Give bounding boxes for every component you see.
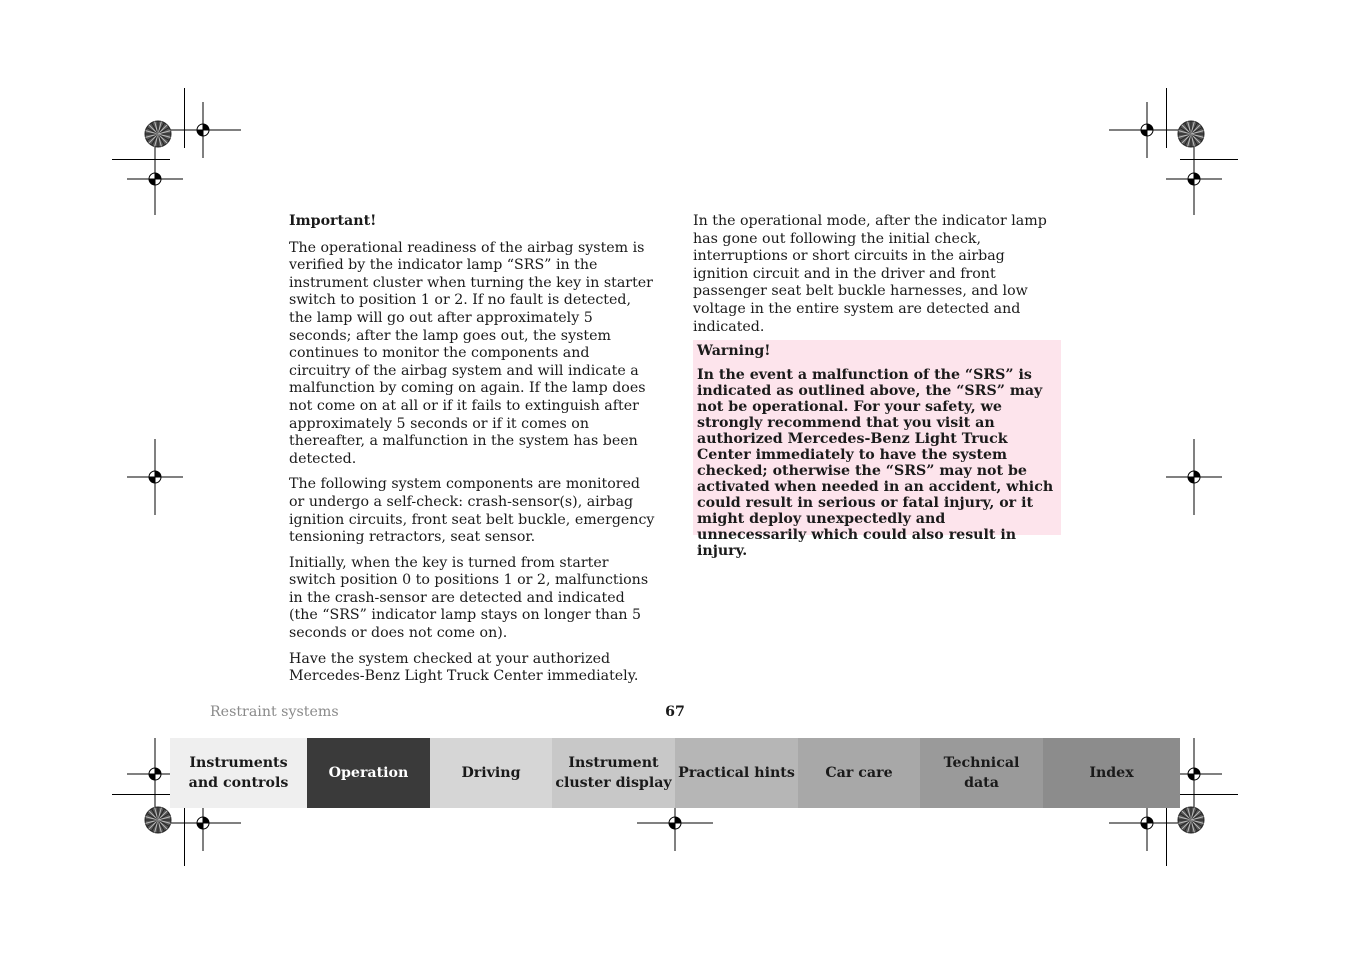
warning-title: Warning! — [697, 343, 771, 359]
registration-starburst-icon — [144, 120, 172, 148]
tab-car-care[interactable]: Car care — [798, 738, 920, 808]
paragraph-have-checked: Have the system checked at your authorized Mercedes-Benz Light Truck Center immediately. — [289, 650, 639, 685]
paragraph-initial-check: Initially, when the key is turned from starter switch position 0 to positions 1 or 2, malfunctions in the crash-sensor are detected and indicated (the “SRS” indicator lamp stays on longer than 5 seconds or does not come on). — [289, 554, 649, 642]
registration-crosshair-icon — [127, 439, 183, 515]
tab-instrument-cluster-display[interactable]: Instrument cluster display — [552, 738, 675, 808]
tab-index[interactable]: Index — [1043, 738, 1180, 808]
registration-crosshair-icon — [127, 143, 183, 215]
paragraph-operational-mode: In the operational mode, after the indicator lamp has gone out following the initial check, interruptions or short circuits in the airbag ignition circuit and in the driver and front passenger seat belt buckle harnesses, and low voltage in the entire system are detected and indicated. — [693, 213, 1047, 335]
tab-technical-data[interactable]: Technical data — [920, 738, 1043, 808]
tab-instruments-and-controls[interactable]: Instruments and controls — [170, 738, 307, 808]
registration-starburst-icon — [1177, 806, 1205, 834]
registration-starburst-icon — [144, 806, 172, 834]
paragraph-readiness: The operational readiness of the airbag system is verified by the indicator lamp “SRS” in the instrument cluster when turning the key in starter switch to position 1 or 2. If no fault is detected, the lamp will go out after approximately 5 seconds; after the lamp goes out, the system continues to monitor the components and circuitry of the airbag system and will indicate a malfunction by coming on again. If the lamp does not come on at all or if it fails to extinguish after approximately 5 seconds or if it comes on thereafter, a malfunction in the system has been detected. — [289, 239, 653, 467]
page-number: 67 — [665, 704, 685, 720]
warning-box — [693, 340, 1061, 559]
tab-practical-hints[interactable]: Practical hints — [675, 738, 798, 808]
registration-crosshair-icon — [1166, 439, 1222, 515]
warning-text: In the event a malfunction of the “SRS” is indicated as outlined above, the “SRS” may not be operational. For your safety, we strongly recommend that you visit an authorized Mercedes-Benz Light Truck Center immediately to have the system checked; otherwise the “SRS” may not be activated when needed in an accident, which could result in serious or fatal injury, or it might deploy unexpectedly and unnecessarily which could also result in injury. — [697, 367, 1054, 559]
chapter-tabs — [170, 738, 1180, 808]
registration-starburst-icon — [1177, 120, 1205, 148]
right-column — [693, 213, 1061, 344]
paragraph-components: The following system components are monitored or undergo a self-check: crash-sensor(s), airbag ignition circuits, front seat belt buckle, emergency tensioning retractors, seat sensor. — [289, 476, 655, 546]
section-title: Restraint systems — [210, 704, 339, 720]
registration-crosshair-icon — [1166, 143, 1222, 215]
important-heading: Important! — [289, 213, 377, 229]
tab-driving[interactable]: Driving — [430, 738, 552, 808]
left-column — [289, 213, 655, 694]
tab-operation[interactable]: Operation — [307, 738, 430, 808]
